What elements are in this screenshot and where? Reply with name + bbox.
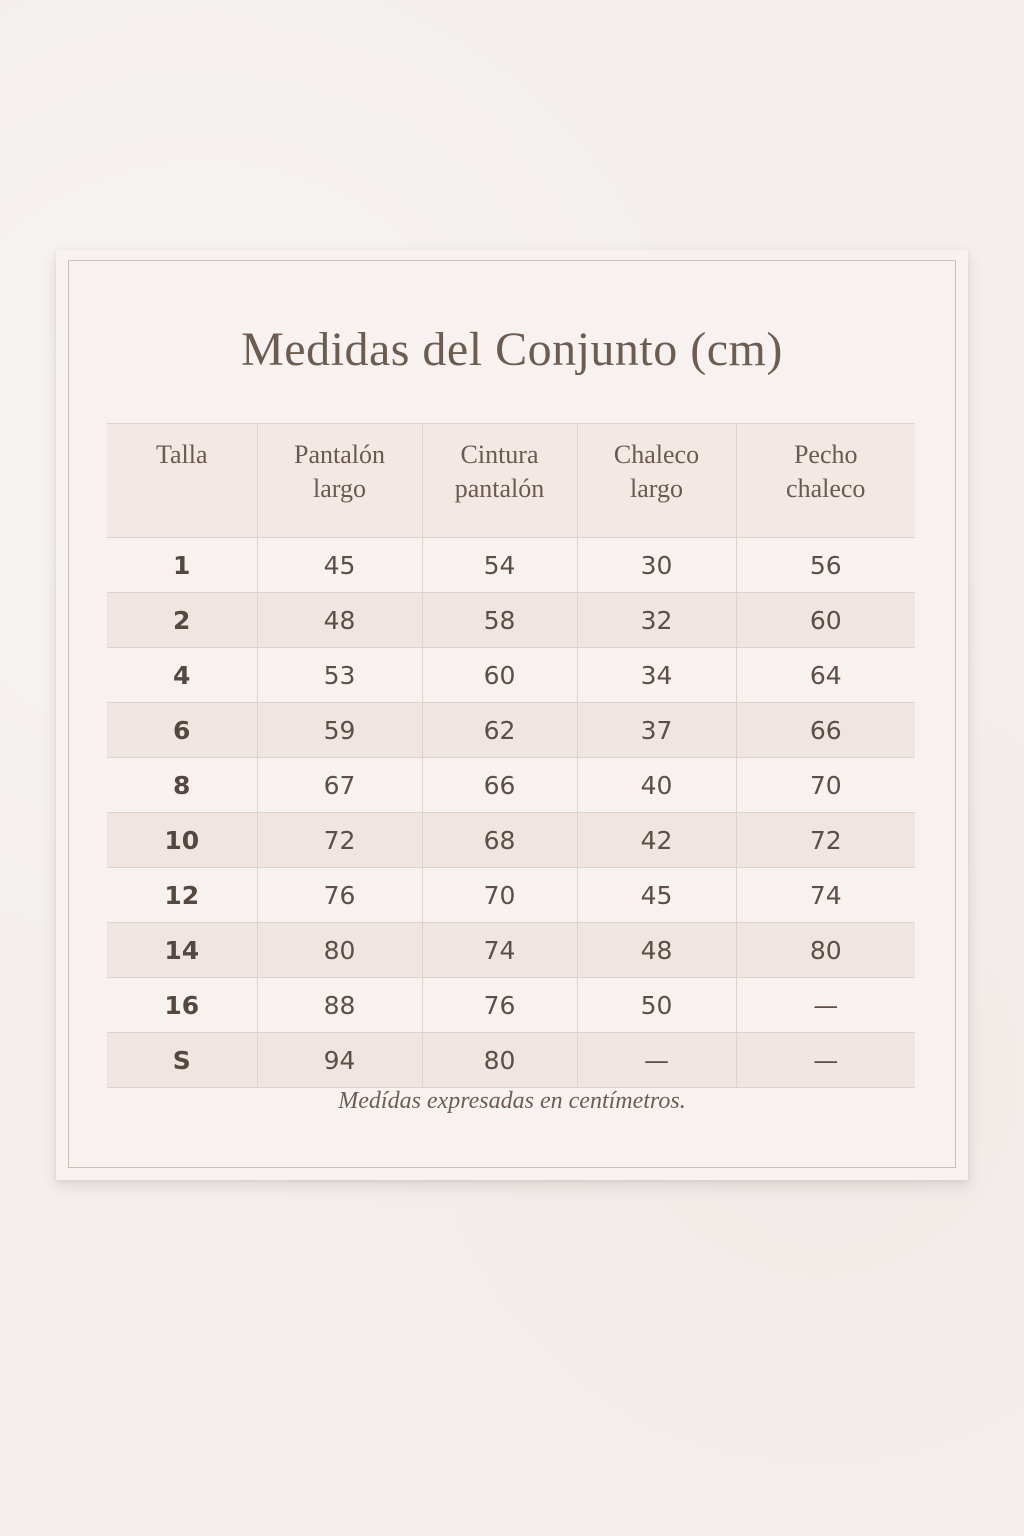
size-table: [107, 423, 915, 1088]
pantalon-largo-cell: 80: [257, 923, 422, 978]
table-row: [107, 978, 915, 1033]
pecho-chaleco-cell: —: [736, 1033, 915, 1088]
header-pantalon-largo: [257, 424, 422, 538]
pantalon-largo-cell: 59: [257, 703, 422, 758]
chaleco-largo-cell: 42: [577, 813, 736, 868]
cintura-pantalon-cell: 68: [422, 813, 577, 868]
cintura-pantalon-cell: 74: [422, 923, 577, 978]
pantalon-largo-cell: 53: [257, 648, 422, 703]
cintura-pantalon-cell: 70: [422, 868, 577, 923]
chaleco-largo-cell: 50: [577, 978, 736, 1033]
pantalon-largo-cell: 45: [257, 538, 422, 593]
chaleco-largo-cell: —: [577, 1033, 736, 1088]
pantalon-largo-cell: 72: [257, 813, 422, 868]
table-row: [107, 868, 915, 923]
pantalon-largo-cell: 94: [257, 1033, 422, 1088]
header-line-1: Talla: [155, 440, 208, 469]
header-talla: [107, 424, 257, 538]
pecho-chaleco-cell: 72: [736, 813, 915, 868]
table-row: [107, 538, 915, 593]
table-row: [107, 648, 915, 703]
size-cell: 12: [107, 868, 257, 923]
chaleco-largo-cell: 32: [577, 593, 736, 648]
cintura-pantalon-cell: 76: [422, 978, 577, 1033]
pantalon-largo-cell: 67: [257, 758, 422, 813]
pecho-chaleco-cell: 56: [736, 538, 915, 593]
cintura-pantalon-cell: 62: [422, 703, 577, 758]
table-row: [107, 593, 915, 648]
header-line-1: Chaleco: [613, 440, 700, 469]
header-line-1: Pantalón: [294, 440, 385, 469]
size-cell: 16: [107, 978, 257, 1033]
pecho-chaleco-cell: 64: [736, 648, 915, 703]
size-cell: 1: [107, 538, 257, 593]
size-cell: 4: [107, 648, 257, 703]
pantalon-largo-cell: 76: [257, 868, 422, 923]
header-line-2: pantalón: [454, 474, 545, 503]
header-line-2: largo: [630, 474, 683, 503]
header-line-1: Cintura: [460, 440, 539, 469]
pantalon-largo-cell: 48: [257, 593, 422, 648]
pecho-chaleco-cell: 70: [736, 758, 915, 813]
cintura-pantalon-cell: 60: [422, 648, 577, 703]
pecho-chaleco-cell: 74: [736, 868, 915, 923]
cintura-pantalon-cell: 54: [422, 538, 577, 593]
table-row: [107, 923, 915, 978]
pecho-chaleco-cell: 66: [736, 703, 915, 758]
header-cintura-pantalon: [422, 424, 577, 538]
cintura-pantalon-cell: 66: [422, 758, 577, 813]
size-table-wrapper: [107, 423, 915, 1088]
size-cell: 6: [107, 703, 257, 758]
table-row: [107, 703, 915, 758]
header-line-1: Pecho: [793, 440, 858, 469]
chaleco-largo-cell: 45: [577, 868, 736, 923]
table-row: [107, 758, 915, 813]
size-cell: S: [107, 1033, 257, 1088]
size-cell: 2: [107, 593, 257, 648]
cintura-pantalon-cell: 58: [422, 593, 577, 648]
header-line-2: largo: [313, 474, 366, 503]
size-chart-card: [56, 250, 968, 1180]
header-pecho-chaleco: [736, 424, 915, 538]
cintura-pantalon-cell: 80: [422, 1033, 577, 1088]
chaleco-largo-cell: 37: [577, 703, 736, 758]
size-cell: 14: [107, 923, 257, 978]
footer-note: Medídas expresadas en centímetros.: [338, 1088, 686, 1114]
table-header-row: [107, 424, 915, 538]
header-line-2: chaleco: [786, 474, 866, 503]
table-row: [107, 1033, 915, 1088]
pantalon-largo-cell: 88: [257, 978, 422, 1033]
header-chaleco-largo: [577, 424, 736, 538]
pecho-chaleco-cell: —: [736, 978, 915, 1033]
table-row: [107, 813, 915, 868]
chaleco-largo-cell: 34: [577, 648, 736, 703]
chaleco-largo-cell: 30: [577, 538, 736, 593]
page-title: Medidas del Conjunto (cm): [241, 323, 783, 376]
size-cell: 10: [107, 813, 257, 868]
chaleco-largo-cell: 48: [577, 923, 736, 978]
chaleco-largo-cell: 40: [577, 758, 736, 813]
pecho-chaleco-cell: 80: [736, 923, 915, 978]
size-cell: 8: [107, 758, 257, 813]
pecho-chaleco-cell: 60: [736, 593, 915, 648]
